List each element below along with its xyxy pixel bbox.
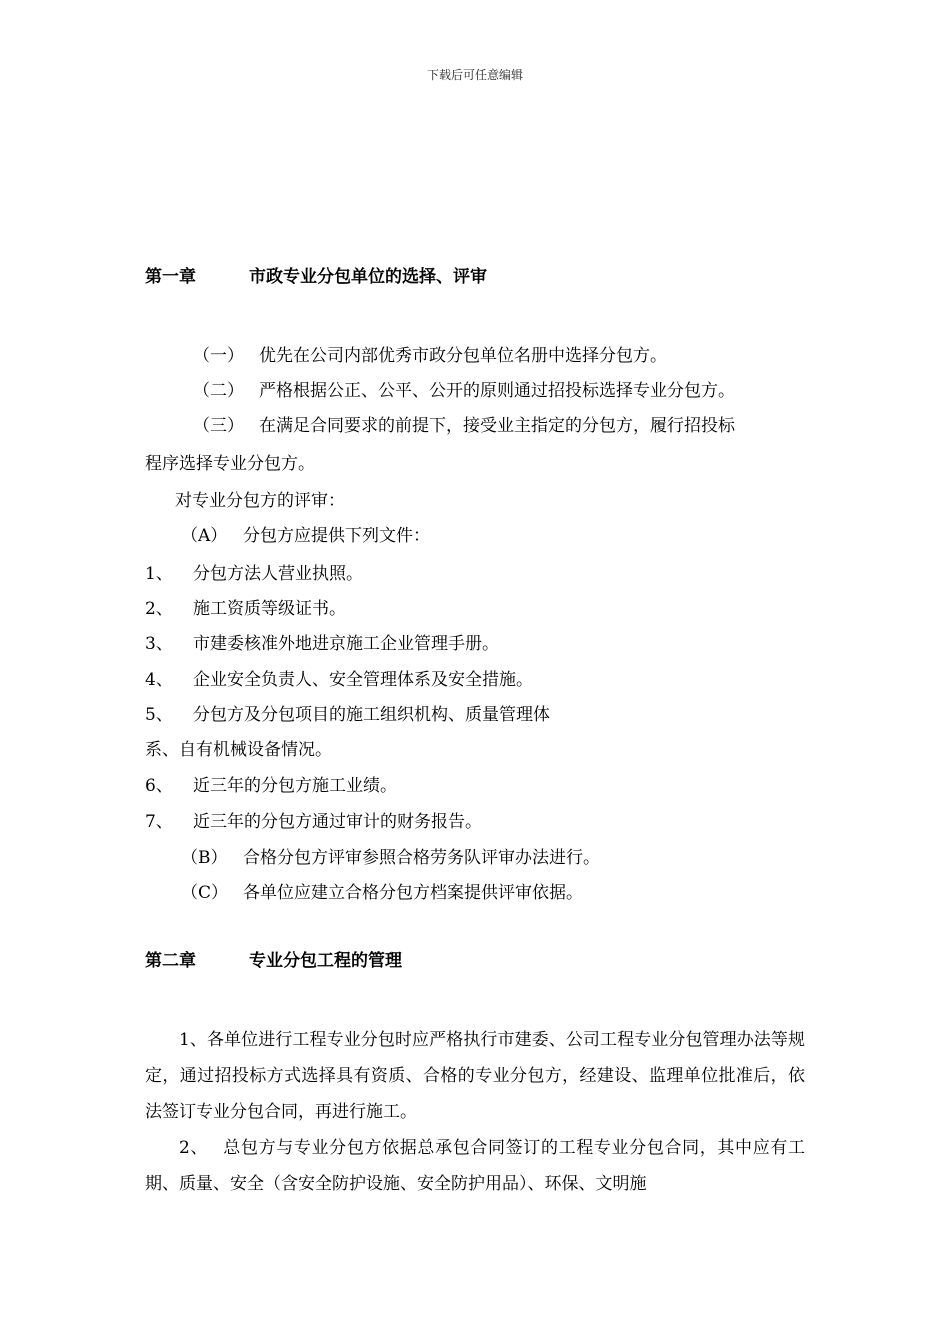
item-text: 近三年的分包方通过审计的财务报告。 [193, 812, 482, 832]
review-heading: 对专业分包方的评审： [175, 491, 345, 511]
item-text: 分包方应提供下列文件： [243, 526, 430, 546]
document-item [145, 632, 499, 656]
chapter-heading [145, 946, 402, 971]
review-item-b [181, 846, 600, 870]
item-text: 严格根据公正、公平、公开的原则通过招投标选择专业分包方。 [259, 381, 735, 401]
item-label: （C） [181, 883, 229, 903]
document-body [145, 0, 805, 1344]
document-item [145, 774, 397, 798]
chapter-number: 第二章 [145, 951, 196, 971]
item-text: 企业安全负责人、安全管理体系及安全措施。 [193, 670, 533, 690]
chapter-number: 第一章 [145, 267, 196, 287]
item-text: 各单位应建立合格分包方档案提供评审依据。 [243, 883, 583, 903]
item-text: 近三年的分包方施工业绩。 [193, 776, 397, 796]
document-item [145, 597, 346, 621]
item-number: 5、 [145, 705, 173, 725]
item-label: （A） [181, 526, 228, 546]
item-number: 7、 [145, 812, 173, 832]
review-item-a [181, 524, 430, 548]
item-text: 施工资质等级证书。 [193, 599, 346, 619]
selection-item [193, 344, 667, 368]
item-label: （二） [193, 381, 244, 401]
document-item [145, 562, 363, 586]
item-text: 在满足合同要求的前提下，接受业主指定的分包方，履行招投标 [259, 416, 735, 436]
item-label: （B） [181, 848, 228, 868]
chapter-title: 市政专业分包单位的选择、评审 [249, 267, 487, 287]
item-number: 1、 [145, 564, 173, 584]
management-section [145, 1022, 805, 1202]
item-number: 6、 [145, 776, 173, 796]
item-text: 分包方及分包项目的施工组织机构、质量管理体 [193, 705, 550, 725]
selection-item-continuation: 程序选择专业分包方。 [145, 454, 315, 474]
item-number: 4、 [145, 670, 173, 690]
item-text: 优先在公司内部优秀市政分包单位名册中选择分包方。 [259, 346, 667, 366]
selection-item [193, 379, 735, 403]
header-note: 下载后可任意编辑 [426, 68, 523, 82]
paragraph: 1、各单位进行工程专业分包时应严格执行市建委、公司工程专业分包管理办法等规定，通过招投标方式选择具有资质、合格的专业分包方，经建设、监理单位批准后，依法签订专业分包合同，再进行施工。 [145, 1030, 805, 1122]
item-label: （一） [193, 346, 244, 366]
item-text: 合格分包方评审参照合格劳务队评审办法进行。 [243, 848, 600, 868]
chapter-title: 专业分包工程的管理 [249, 951, 402, 971]
chapter-heading [145, 262, 487, 287]
paragraph: 2、 总包方与专业分包方依据总承包合同签订的工程专业分包合同，其中应有工期、质量、安全（含安全防护设施、安全防护用品）、环保、文明施 [145, 1138, 805, 1194]
document-item [145, 810, 482, 834]
item-text: 分包方法人营业执照。 [193, 564, 363, 584]
item-number: 3、 [145, 634, 173, 654]
document-item [145, 703, 550, 727]
item-label: （三） [193, 416, 244, 436]
document-item-continuation: 系、自有机械设备情况。 [145, 740, 332, 760]
document-item [145, 668, 533, 692]
review-item-c [181, 881, 583, 905]
selection-item [193, 414, 735, 438]
item-text: 市建委核准外地进京施工企业管理手册。 [193, 634, 499, 654]
item-number: 2、 [145, 599, 173, 619]
